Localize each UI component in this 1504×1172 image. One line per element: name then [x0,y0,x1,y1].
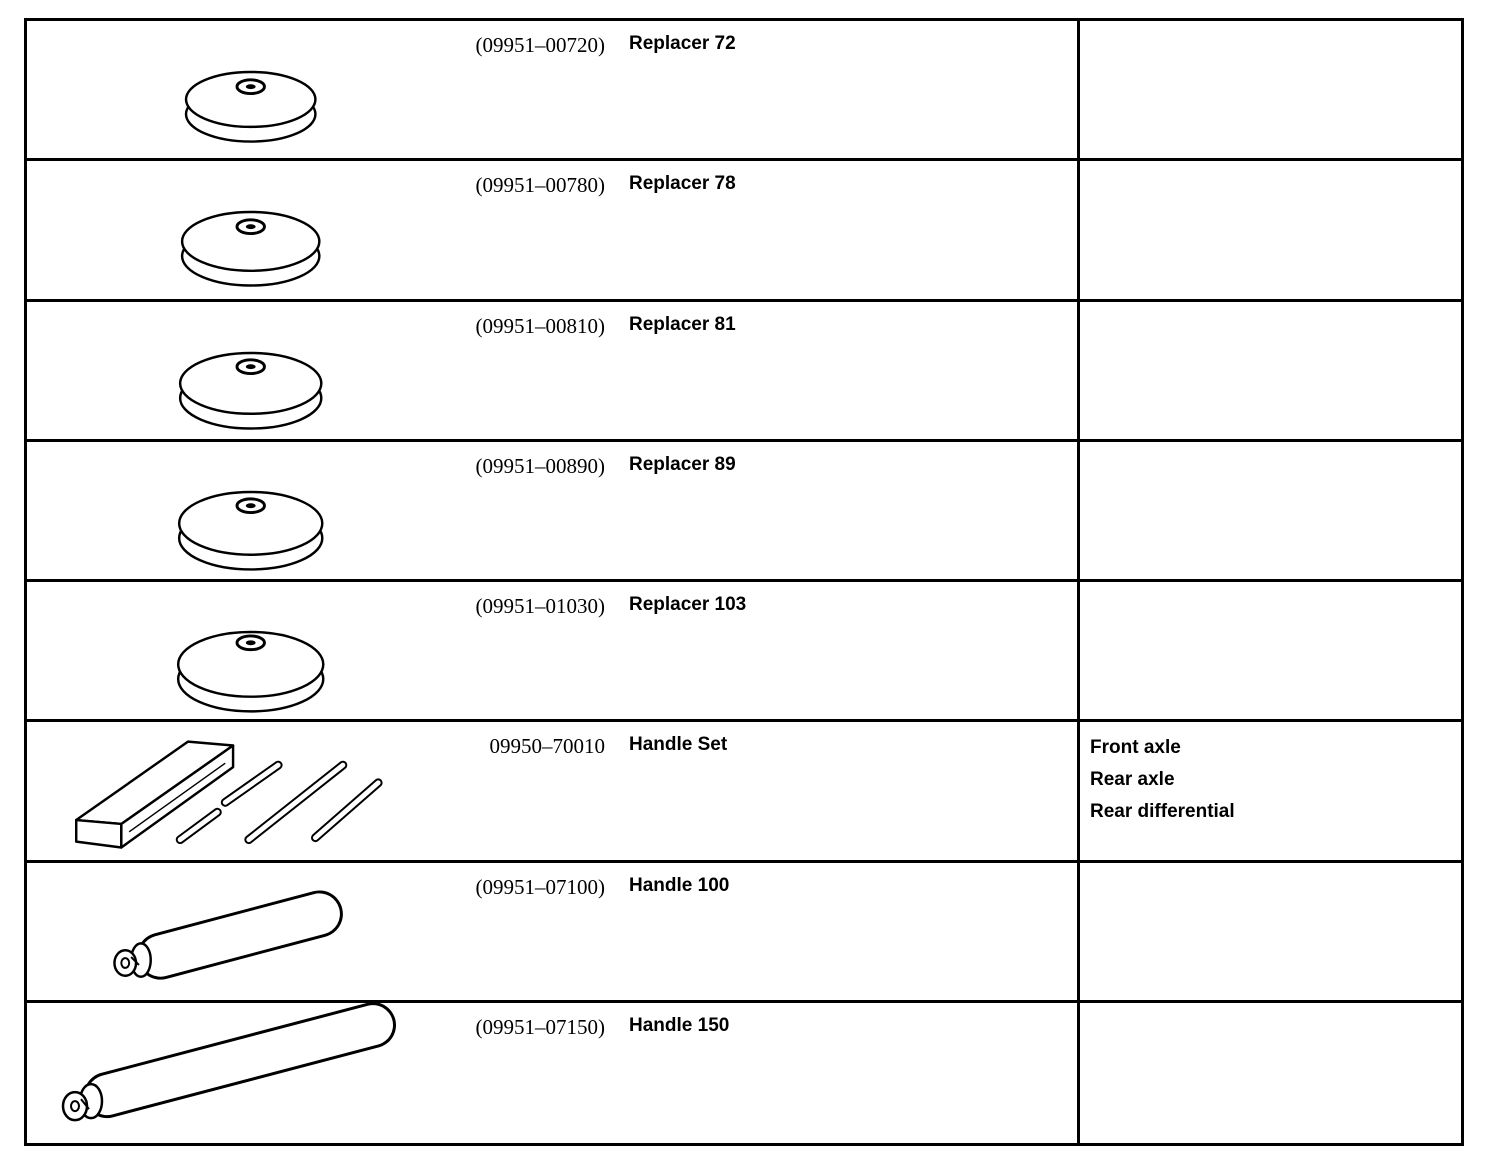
applicability-note: Rear axle [1090,769,1175,791]
applicability-cell [1080,863,1461,1003]
part-name: Handle 100 [629,874,730,896]
replacer-disc-illustration [27,161,447,298]
replacer-disc-illustration [27,442,447,579]
applicability-cell [1080,1003,1461,1143]
part-number: (09951–01030) [475,594,605,618]
part-number: 09950–70010 [489,734,605,759]
part-name: Handle 150 [629,1014,730,1036]
applicability-cell [1080,21,1461,161]
part-number: (09951–00780) [475,173,605,198]
replacer-disc-illustration [27,302,447,439]
part-number: (09951–00720) [475,33,605,57]
applicability-cell [1080,442,1461,582]
tool-row-replacer-72 [27,21,1080,161]
replacer-disc-illustration [27,582,447,719]
part-name: Replacer 81 [629,313,736,335]
tool-row-replacer-78 [27,161,1080,301]
tool-row-handle-150 [27,1003,1080,1143]
special-tools-table [24,18,1464,1146]
part-name: Replacer 89 [629,453,736,475]
handle-100-illustration [27,863,447,1000]
tool-row-replacer-81 [27,302,1080,442]
tool-row-replacer-89 [27,442,1080,582]
replacer-disc-illustration [27,21,447,158]
part-number: (09951–07100) [475,874,605,899]
part-number: (09951–07150) [475,1014,605,1039]
applicability-cell [1080,582,1461,722]
tool-row-replacer-103 [27,582,1080,722]
applicability-note: Front axle [1090,737,1181,759]
tool-row-handle-100 [27,863,1080,1003]
part-name: Handle Set [629,734,728,756]
applicability-cell [1080,161,1461,301]
part-number: (09951–00890) [475,453,605,478]
applicability-cell [1080,302,1461,442]
handle-set-illustration [27,722,447,859]
tool-row-handle-set [27,722,1080,862]
applicability-note: Rear differential [1090,801,1235,823]
part-name: Replacer 103 [629,594,747,615]
part-name: Replacer 78 [629,173,736,195]
part-number: (09951–00810) [475,313,605,338]
part-name: Replacer 72 [629,33,736,54]
handle-150-illustration [27,1003,447,1143]
applicability-cell [1080,722,1461,862]
